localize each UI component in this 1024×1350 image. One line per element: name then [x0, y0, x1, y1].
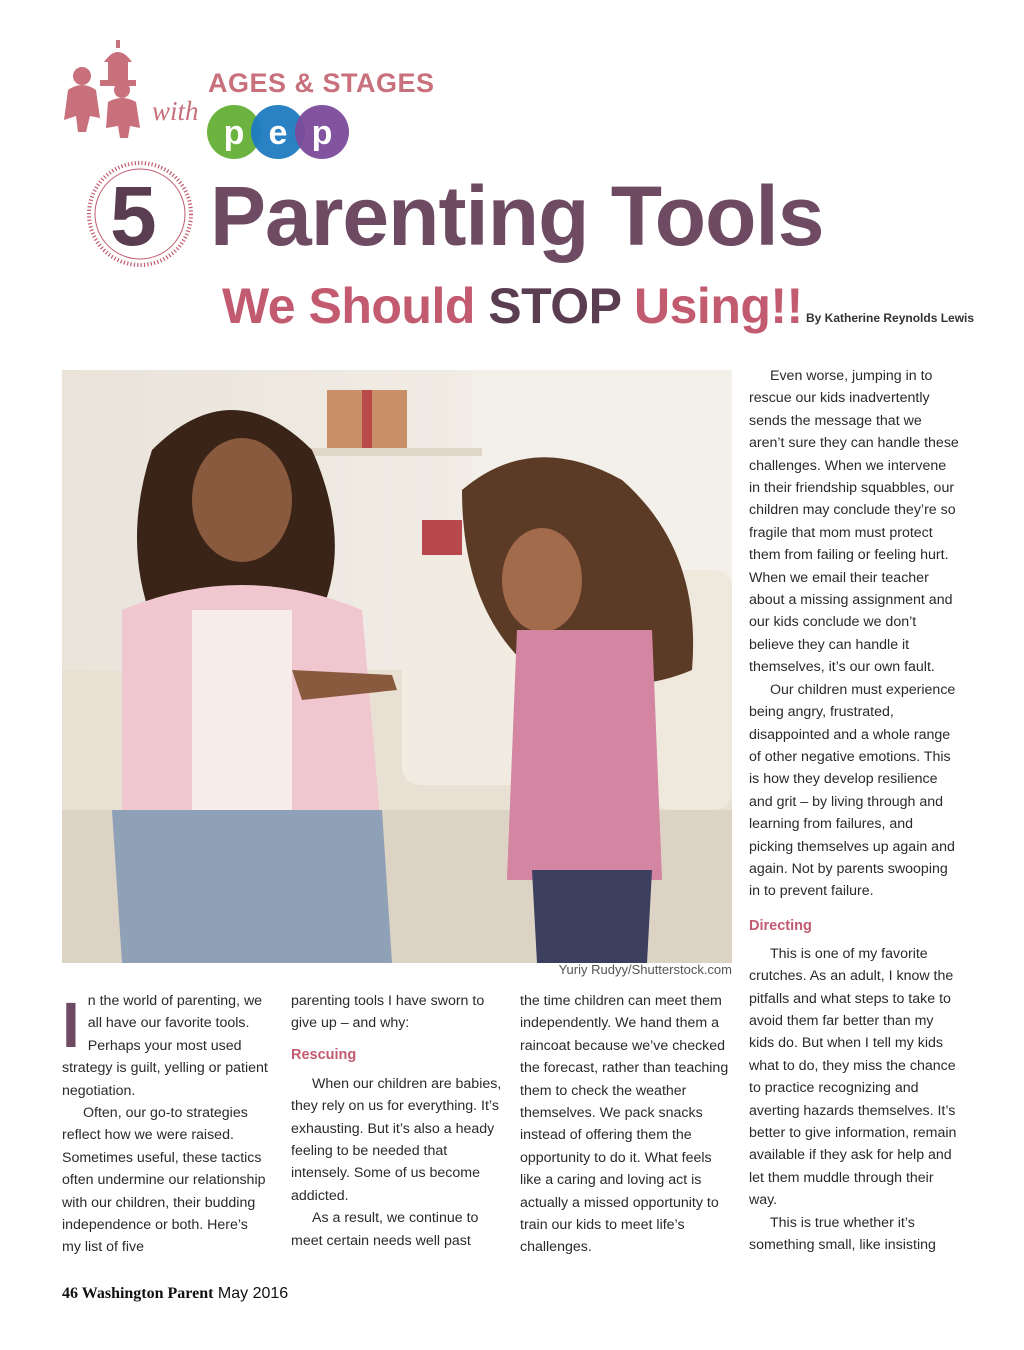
issue-date: May 2016	[213, 1285, 289, 1302]
mother-daughter-illustration	[62, 370, 732, 963]
headline-number: 5	[110, 169, 157, 263]
article-paragraph: As a result, we continue to meet certain needs well past	[291, 1210, 479, 1249]
byline: By Katherine Reynolds Lewis	[806, 311, 975, 325]
pep-letter-p2: p	[311, 114, 333, 152]
photo-credit: Yuriy Rudyy/Shutterstock.com	[558, 962, 732, 977]
article-paragraph: When our children are babies, they rely on us for everything. It’s exhausting. But it’s also a heady feeling to be needed that intensely. Some of us become addicted.	[291, 1075, 502, 1204]
subheadline	[222, 276, 803, 336]
pep-letter-e: e	[268, 114, 288, 152]
pep-letter-p1: p	[223, 114, 245, 152]
article-paragraph: This is one of my favorite crutches. As an adult, I know the pitfalls and what steps to take to avoid them far better than my kids do. But when I tell my kids what to do, they miss the chance to practice recognizing and averting hazards themselves. It’s better to give information, remain available if they ask for help and let them muddle through their way.	[749, 945, 957, 1209]
article-paragraph: parenting tools I have sworn to give up – and why:	[291, 993, 485, 1032]
article-paragraph: Often, our go-to strategies reflect how we were raised. Sometimes useful, these tactics often undermine our relationship with our children, their budding independence or both. Here’s my list of five	[62, 1105, 266, 1256]
subheadline-stop: STOP	[488, 278, 621, 334]
article-column-4	[749, 365, 961, 1256]
logo-with: with	[152, 96, 199, 126]
ages-stages-logo	[60, 40, 435, 160]
drop-cap: I	[62, 989, 80, 1061]
page-footer	[62, 1285, 288, 1303]
publication-name: Washington Parent	[81, 1285, 214, 1302]
subheadline-post: Using!!	[620, 278, 803, 334]
headline-title: Parenting Tools	[210, 169, 824, 263]
article-paragraph	[62, 990, 268, 1102]
article-paragraph: Even worse, jumping in to rescue our kids inadvertently sends the message that we aren’t sure they can handle these challenges. When we intervene in their friendship squabbles, our children may conclude they’re so fragile that mom must protect them from failing or feeling hurt. When we email their teacher about a missing assignment and our kids conclude we don’t believe they can handle it themselves, it’s our own fault.	[749, 368, 959, 676]
capitol-children-icon	[60, 40, 152, 140]
section-heading-directing: Directing	[749, 917, 812, 934]
article-paragraph: the time children can meet them independently. We hand them a raincoat because we’ve checked the forecast, rather than teaching them to check the weather themselves. We pack snacks instead of offering them the opportunity to do it. What feels like a caring and loving act is actually a missed opportunity to train our kids to meet life’s challenges.	[520, 993, 729, 1256]
article-paragraph: Our children must experience being angry, frustrated, disappointed and a whole range of other negative emotions. This is how they develop resilience and grit – by living through and learning from failures, and picking themselves up again and again. Not by parents swooping in to prevent failure.	[749, 681, 956, 900]
pep-logo-icon	[206, 104, 356, 160]
section-heading-rescuing: Rescuing	[291, 1046, 357, 1063]
page-number: 46	[62, 1285, 82, 1302]
logo-title: AGES & STAGES	[208, 68, 435, 98]
paragraph-text: n the world of parenting, we all have our favorite tools. Perhaps your most used strategy is guilt, yelling or patient negotiation.	[62, 993, 268, 1099]
article-column-1	[62, 990, 268, 1259]
subheadline-pre: We Should	[222, 278, 489, 334]
article-column-2	[291, 990, 503, 1252]
article-paragraph: This is true whether it’s something small, like insisting	[749, 1214, 936, 1254]
article-column-3	[520, 990, 730, 1259]
article-photo	[62, 370, 732, 963]
